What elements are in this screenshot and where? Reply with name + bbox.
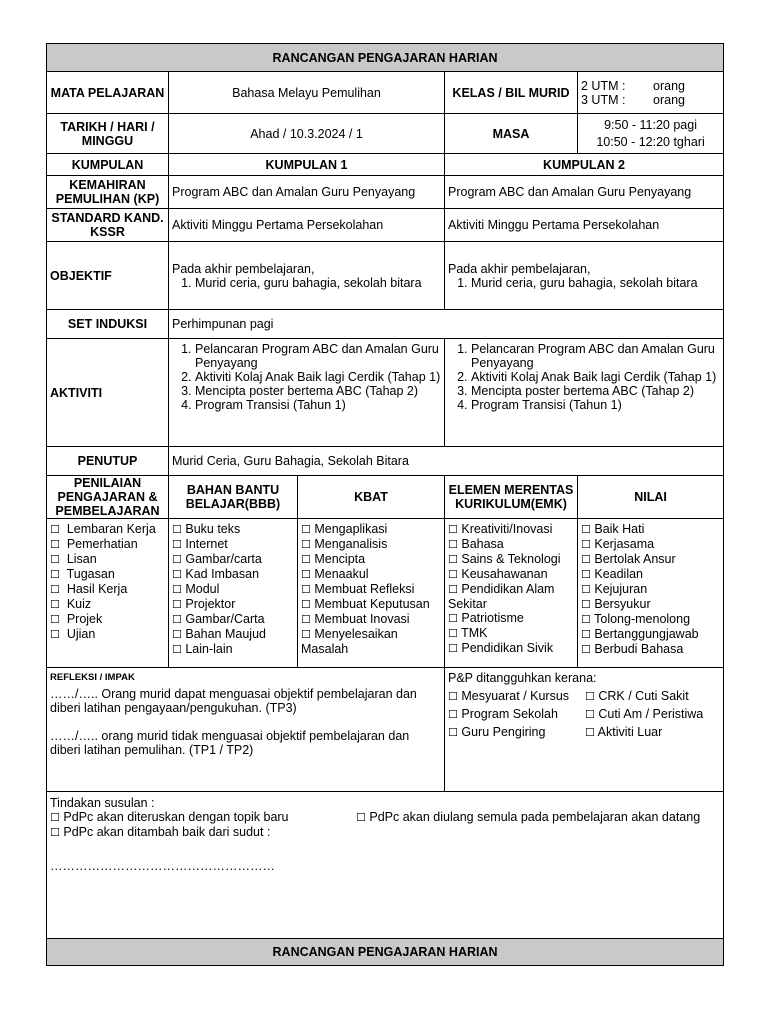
nilai-option[interactable]: ☐ Kerjasama <box>581 537 655 551</box>
pp-option[interactable]: ☐ Lisan <box>50 552 97 566</box>
activity-item: 3. Mencipta poster bertema ABC (Tahap 2) <box>195 384 441 398</box>
checkbox-icon[interactable]: ☐ <box>172 568 182 581</box>
checkbox-icon[interactable]: ☐ <box>356 811 366 824</box>
pp-option[interactable]: ☐ Tugasan <box>50 567 115 581</box>
checkbox-icon[interactable]: ☐ <box>172 553 182 566</box>
activity-item: 4. Program Transisi (Tahun 1) <box>195 398 441 412</box>
followup-option-new-topic[interactable]: ☐ PdPc akan diteruskan dengan topik baru <box>50 810 289 824</box>
emk-option[interactable]: ☐ Kreativiti/Inovasi <box>448 522 553 536</box>
emk-option[interactable]: ☐ Pendidikan Alam Sekitar <box>448 582 555 611</box>
checkbox-icon[interactable]: ☐ <box>448 642 458 655</box>
standard-group-2: Aktiviti Minggu Pertama Persekolahan <box>445 209 724 242</box>
followup-option-improve[interactable]: ☐ PdPc akan ditambah baik dari sudut : <box>50 825 271 839</box>
emk-option[interactable]: ☐ Keusahawanan <box>448 567 548 581</box>
followup-option-repeat[interactable]: ☐ PdPc akan diulang semula pada pembelajaran akan datang <box>356 810 701 824</box>
pp-option[interactable]: ☐ Kuiz <box>50 597 92 611</box>
checkbox-icon[interactable]: ☐ <box>50 583 60 596</box>
postponed-option[interactable]: ☐ Guru Pengiring <box>448 725 546 739</box>
objective-intro: Pada akhir pembelajaran, <box>448 261 591 276</box>
checkbox-icon[interactable]: ☐ <box>448 553 458 566</box>
kbat-option[interactable]: ☐ Menyelesaikan Masalah <box>301 627 398 656</box>
checkbox-icon[interactable]: ☐ <box>448 583 458 596</box>
checkbox-icon[interactable]: ☐ <box>301 628 311 641</box>
checkbox-icon[interactable]: ☐ <box>581 538 591 551</box>
objective-item: 1. Murid ceria, guru bahagia, sekolah bitara <box>471 276 720 290</box>
closing-label: PENUTUP <box>47 447 169 476</box>
kbat-option[interactable]: ☐ Mengaplikasi <box>301 522 388 536</box>
postponed-option[interactable]: ☐ CRK / Cuti Sakit <box>585 689 689 703</box>
checkbox-icon[interactable]: ☐ <box>50 628 60 641</box>
postponed-label: P&P ditangguhkan kerana: <box>448 671 597 685</box>
postponed-option[interactable]: ☐ Aktiviti Luar <box>585 725 663 739</box>
emk-option[interactable]: ☐ Pendidikan Sivik <box>448 641 554 655</box>
checkbox-icon[interactable]: ☐ <box>301 553 311 566</box>
checkbox-icon[interactable]: ☐ <box>301 523 311 536</box>
checkbox-icon[interactable]: ☐ <box>172 643 182 656</box>
kbat-option[interactable]: ☐ Membuat Refleksi <box>301 582 415 596</box>
bbb-option[interactable]: ☐ Gambar/Carta <box>172 612 265 626</box>
activity-item: 1. Pelancaran Program ABC dan Amalan Guru Penyayang <box>471 342 720 370</box>
checkbox-icon[interactable]: ☐ <box>581 553 591 566</box>
class-label: KELAS / BIL MURID <box>445 72 578 114</box>
checkbox-icon[interactable]: ☐ <box>50 826 60 839</box>
postponed-cell <box>445 668 724 792</box>
subject-label: MATA PELAJARAN <box>47 72 169 114</box>
checkbox-icon[interactable]: ☐ <box>172 538 182 551</box>
checkbox-icon[interactable]: ☐ <box>448 690 458 703</box>
checkbox-icon[interactable]: ☐ <box>448 538 458 551</box>
bbb-option[interactable]: ☐ Lain-lain <box>172 642 233 656</box>
induction-value: Perhimpunan pagi <box>169 310 724 339</box>
class-line: 3 UTM : orang <box>581 92 685 107</box>
time-label: MASA <box>445 114 578 154</box>
emk-list <box>445 519 578 668</box>
checkbox-icon[interactable]: ☐ <box>172 598 182 611</box>
pp-option[interactable]: ☐ Pemerhatian <box>50 537 138 551</box>
pp-header: PENILAIAN PENGAJARAN & PEMBELAJARAN <box>47 476 169 519</box>
checkbox-icon[interactable]: ☐ <box>50 811 60 824</box>
time-value <box>578 114 724 154</box>
checkbox-icon[interactable]: ☐ <box>581 523 591 536</box>
objective-item: 1. Murid ceria, guru bahagia, sekolah bitara <box>195 276 441 290</box>
emk-option[interactable]: ☐ Sains & Teknologi <box>448 552 561 566</box>
pp-option[interactable]: ☐ Ujian <box>50 627 96 641</box>
activity-group-1 <box>169 339 445 447</box>
checkbox-icon[interactable]: ☐ <box>448 523 458 536</box>
followup-row <box>50 810 720 825</box>
bbb-option[interactable]: ☐ Internet <box>172 537 228 551</box>
checkbox-icon[interactable]: ☐ <box>448 568 458 581</box>
activity-item: 2. Aktiviti Kolaj Anak Baik lagi Cerdik (Tahap 1) <box>195 370 441 384</box>
checkbox-icon[interactable]: ☐ <box>585 726 595 739</box>
checkbox-icon[interactable]: ☐ <box>448 726 458 739</box>
nilai-option[interactable]: ☐ Bertanggungjawab <box>581 627 699 641</box>
checkbox-icon[interactable]: ☐ <box>585 708 595 721</box>
postponed-option[interactable]: ☐ Program Sekolah <box>448 707 558 721</box>
induction-label: SET INDUKSI <box>47 310 169 339</box>
postponed-option[interactable]: ☐ Cuti Am / Peristiwa <box>585 707 704 721</box>
kbat-option[interactable]: ☐ Mencipta <box>301 552 366 566</box>
objective-group-1 <box>169 242 445 310</box>
reflection-line-1[interactable]: ……/….. Orang murid dapat menguasai objektif pembelajaran dan diberi latihan pengayaan/pengukuhan. (TP3) <box>50 687 417 715</box>
date-value: Ahad / 10.3.2024 / 1 <box>169 114 445 154</box>
checkbox-icon[interactable]: ☐ <box>301 538 311 551</box>
nilai-option[interactable]: ☐ Bersyukur <box>581 597 651 611</box>
nilai-header: NILAI <box>578 476 724 519</box>
checkbox-icon[interactable]: ☐ <box>50 553 60 566</box>
activity-item: 2. Aktiviti Kolaj Anak Baik lagi Cerdik (Tahap 1) <box>471 370 720 384</box>
followup-cell <box>47 792 724 939</box>
kbat-option[interactable]: ☐ Membuat Keputusan <box>301 597 430 611</box>
checkbox-icon[interactable]: ☐ <box>448 627 458 640</box>
activity-item: 1. Pelancaran Program ABC dan Amalan Guru Penyayang <box>195 342 441 370</box>
checkbox-icon[interactable]: ☐ <box>172 523 182 536</box>
bbb-option[interactable]: ☐ Kad Imbasan <box>172 567 260 581</box>
group-label: KUMPULAN <box>47 154 169 176</box>
reflection-cell <box>47 668 445 792</box>
activity-item: 3. Mencipta poster bertema ABC (Tahap 2) <box>471 384 720 398</box>
emk-header: ELEMEN MERENTAS KURIKULUM(EMK) <box>445 476 578 519</box>
kp-group-2: Program ABC dan Amalan Guru Penyayang <box>445 176 724 209</box>
kbat-option[interactable]: ☐ Menganalisis <box>301 537 388 551</box>
checkbox-icon[interactable]: ☐ <box>50 613 60 626</box>
kp-group-1: Program ABC dan Amalan Guru Penyayang <box>169 176 445 209</box>
checkbox-icon[interactable]: ☐ <box>581 568 591 581</box>
standard-group-1: Aktiviti Minggu Pertama Persekolahan <box>169 209 445 242</box>
checkbox-icon[interactable]: ☐ <box>581 628 591 641</box>
nilai-option[interactable]: ☐ Berbudi Bahasa <box>581 642 684 656</box>
objective-intro: Pada akhir pembelajaran, <box>172 261 315 276</box>
kbat-option[interactable]: ☐ Menaakul <box>301 567 369 581</box>
nilai-option[interactable]: ☐ Keadilan <box>581 567 644 581</box>
checkbox-icon[interactable]: ☐ <box>50 568 60 581</box>
nilai-list <box>578 519 724 668</box>
emk-option[interactable]: ☐ TMK <box>448 626 488 640</box>
postponed-option[interactable]: ☐ Mesyuarat / Kursus <box>448 689 570 703</box>
checkbox-icon[interactable]: ☐ <box>172 583 182 596</box>
bbb-header: BAHAN BANTU BELAJAR(BBB) <box>169 476 298 519</box>
lesson-plan-table <box>46 43 724 966</box>
standard-label: STANDARD KAND. KSSR <box>47 209 169 242</box>
date-label: TARIKH / HARI / MINGGU <box>47 114 169 154</box>
time-line: 9:50 - 11:20 pagi <box>604 118 697 132</box>
reflection-label: REFLEKSI / IMPAK <box>50 672 135 683</box>
nilai-option[interactable]: ☐ Bertolak Ansur <box>581 552 676 566</box>
nilai-option[interactable]: ☐ Tolong-menolong <box>581 612 691 626</box>
kbat-header: KBAT <box>298 476 445 519</box>
emk-option[interactable]: ☐ Bahasa <box>448 537 504 551</box>
postponed-options <box>448 689 720 740</box>
checkbox-icon[interactable]: ☐ <box>301 583 311 596</box>
class-count <box>578 72 724 114</box>
kp-label: KEMAHIRAN PEMULIHAN (KP) <box>47 176 169 209</box>
checkbox-icon[interactable]: ☐ <box>172 628 182 641</box>
bbb-option[interactable]: ☐ Modul <box>172 582 220 596</box>
checkbox-icon[interactable]: ☐ <box>585 690 595 703</box>
group-2-header: KUMPULAN 2 <box>445 154 724 176</box>
bbb-option[interactable]: ☐ Bahan Maujud <box>172 627 266 641</box>
group-1-header: KUMPULAN 1 <box>169 154 445 176</box>
followup-label: Tindakan susulan : <box>50 796 155 810</box>
footer-title: RANCANGAN PENGAJARAN HARIAN <box>47 939 724 966</box>
checkbox-icon[interactable]: ☐ <box>581 643 591 656</box>
checkbox-icon[interactable]: ☐ <box>301 598 311 611</box>
closing-value: Murid Ceria, Guru Bahagia, Sekolah Bitara <box>169 447 724 476</box>
checkbox-icon[interactable]: ☐ <box>301 568 311 581</box>
objective-label: OBJEKTIF <box>47 242 169 310</box>
emk-option[interactable]: ☐ Patriotisme <box>448 611 524 625</box>
checkbox-icon[interactable]: ☐ <box>581 613 591 626</box>
bbb-option[interactable]: ☐ Buku teks <box>172 522 241 536</box>
checkbox-icon[interactable]: ☐ <box>50 523 60 536</box>
pp-list <box>47 519 169 668</box>
bbb-list <box>169 519 298 668</box>
checkbox-icon[interactable]: ☐ <box>172 613 182 626</box>
checkbox-icon[interactable]: ☐ <box>581 598 591 611</box>
kbat-option[interactable]: ☐ Membuat Inovasi <box>301 612 410 626</box>
objective-group-2 <box>445 242 724 310</box>
checkbox-icon[interactable]: ☐ <box>50 598 60 611</box>
checkbox-icon[interactable]: ☐ <box>301 613 311 626</box>
class-line: 2 UTM : orang <box>581 78 685 93</box>
pp-option[interactable]: ☐ Lembaran Kerja <box>50 522 156 536</box>
activity-label: AKTIVITI <box>47 339 169 447</box>
checkbox-icon[interactable]: ☐ <box>448 708 458 721</box>
activity-group-2 <box>445 339 724 447</box>
bbb-option[interactable]: ☐ Gambar/carta <box>172 552 262 566</box>
pp-option[interactable]: ☐ Projek <box>50 612 103 626</box>
activity-item: 4. Program Transisi (Tahun 1) <box>471 398 720 412</box>
pp-option[interactable]: ☐ Hasil Kerja <box>50 582 128 596</box>
reflection-line-2[interactable]: ……/….. orang murid tidak menguasai objektif pembelajaran dan diberi latihan pemulihan. (TP1 / TP2) <box>50 729 410 757</box>
bbb-option[interactable]: ☐ Projektor <box>172 597 236 611</box>
checkbox-icon[interactable]: ☐ <box>581 583 591 596</box>
checkbox-icon[interactable]: ☐ <box>448 612 458 625</box>
subject-value: Bahasa Melayu Pemulihan <box>169 72 445 114</box>
followup-dotted-line[interactable]: ……………………………………………… <box>50 859 275 873</box>
nilai-option[interactable]: ☐ Kejujuran <box>581 582 648 596</box>
page-title: RANCANGAN PENGAJARAN HARIAN <box>47 44 724 72</box>
nilai-option[interactable]: ☐ Baik Hati <box>581 522 645 536</box>
checkbox-icon[interactable]: ☐ <box>50 538 60 551</box>
time-line: 10:50 - 12:20 tghari <box>596 135 705 149</box>
kbat-list <box>298 519 445 668</box>
